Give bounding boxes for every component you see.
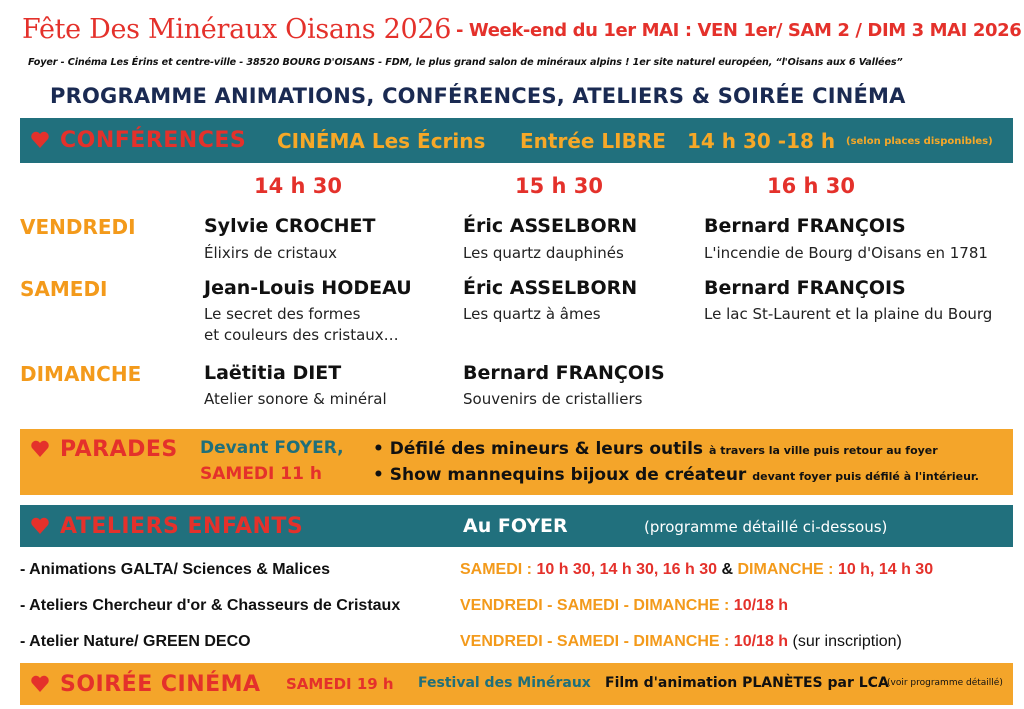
talk-topic: Les quartz à âmes <box>463 305 601 323</box>
talk-topic: Le secret des formes <box>204 305 361 323</box>
parades-where: Devant FOYER, <box>200 438 344 458</box>
heart-icon <box>30 517 50 535</box>
speaker: Laëtitia DIET <box>204 362 342 384</box>
talk-topic: Atelier sonore & minéral <box>204 390 387 408</box>
cinema-film: Film d'animation PLANÈTES par LCA <box>605 675 889 691</box>
ateliers-title: ATELIERS ENFANTS <box>60 514 304 539</box>
parades-title: PARADES <box>60 437 178 462</box>
cinema-note: (voir programme détaillé) <box>887 678 1003 688</box>
conferences-venue: CINÉMA Les Écrins <box>277 129 486 153</box>
atelier-row-label: - Animations GALTA/ Sciences & Malices <box>20 561 330 578</box>
talk-topic: L'incendie de Bourg d'Oisans en 1781 <box>704 244 988 262</box>
ateliers-where: Au FOYER <box>463 515 568 537</box>
time-slot-3: 16 h 30 <box>767 174 856 198</box>
conferences-title: CONFÉRENCES <box>60 128 247 153</box>
time-slot-1: 14 h 30 <box>254 174 343 198</box>
conferences-entry: Entrée LIBRE <box>520 129 666 153</box>
day-vendredi: VENDREDI <box>20 215 136 239</box>
talk-topic: Souvenirs de cristalliers <box>463 390 643 408</box>
heart-icon <box>30 440 50 458</box>
ateliers-note: (programme détaillé ci-dessous) <box>644 518 888 536</box>
cinema-when: SAMEDI 19 h <box>286 675 394 693</box>
parade-item: • Show mannequins bijoux de créateur devant foyer puis défilé à l'intérieur. <box>373 465 979 485</box>
talk-topic: Élixirs de cristaux <box>204 244 337 262</box>
speaker: Bernard FRANÇOIS <box>704 215 906 237</box>
cinema-festival: Festival des Minéraux <box>418 675 591 691</box>
programme-heading: PROGRAMME ANIMATIONS, CONFÉRENCES, ATELIERS & SOIRÉE CINÉMA <box>50 84 906 108</box>
conferences-note: (selon places disponibles) <box>846 136 993 147</box>
parades-band <box>20 429 1013 495</box>
speaker: Sylvie CROCHET <box>204 215 376 237</box>
event-dates: - Week-end du 1er MAI : VEN 1er/ SAM 2 / DIM 3 MAI 2026 <box>456 20 1022 41</box>
time-slot-2: 15 h 30 <box>515 174 604 198</box>
cinema-band <box>20 663 1013 705</box>
speaker: Jean-Louis HODEAU <box>204 277 412 299</box>
speaker: Bernard FRANÇOIS <box>463 362 665 384</box>
conferences-hours: 14 h 30 -18 h <box>687 129 836 153</box>
atelier-schedule: VENDREDI - SAMEDI - DIMANCHE : 10/18 h (sur inscription) <box>460 633 902 650</box>
atelier-schedule: SAMEDI : 10 h 30, 14 h 30, 16 h 30 & DIMANCHE : 10 h, 14 h 30 <box>460 561 934 578</box>
talk-topic: Les quartz dauphinés <box>463 244 624 262</box>
parades-when: SAMEDI 11 h <box>200 464 322 484</box>
day-dimanche: DIMANCHE <box>20 362 142 386</box>
parade-item: • Défilé des mineurs & leurs outils à travers la ville puis retour au foyer <box>373 439 938 459</box>
speaker: Éric ASSELBORN <box>463 215 638 237</box>
day-samedi: SAMEDI <box>20 277 108 301</box>
heart-icon <box>30 131 50 149</box>
talk-topic-line2: et couleurs des cristaux… <box>204 326 399 344</box>
page-title: Fête Des Minéraux Oisans 2026 <box>22 14 452 45</box>
ateliers-band <box>20 505 1013 547</box>
header-subtitle: Foyer - Cinéma Les Érins et centre-ville - 38520 BOURG D'OISANS - FDM, le plus grand salon de minéraux alpins ! 1er site naturel européen, “l'Oisans aux 6 Vallées” <box>28 57 903 68</box>
atelier-schedule: VENDREDI - SAMEDI - DIMANCHE : 10/18 h <box>460 597 789 614</box>
talk-topic: Le lac St-Laurent et la plaine du Bourg <box>704 305 993 323</box>
atelier-row-label: - Ateliers Chercheur d'or & Chasseurs de Cristaux <box>20 597 401 614</box>
conferences-band <box>20 118 1013 163</box>
heart-icon <box>30 675 50 693</box>
speaker: Bernard FRANÇOIS <box>704 277 906 299</box>
speaker: Éric ASSELBORN <box>463 277 638 299</box>
cinema-title: SOIRÉE CINÉMA <box>60 672 261 697</box>
atelier-row-label: - Atelier Nature/ GREEN DECO <box>20 633 251 650</box>
